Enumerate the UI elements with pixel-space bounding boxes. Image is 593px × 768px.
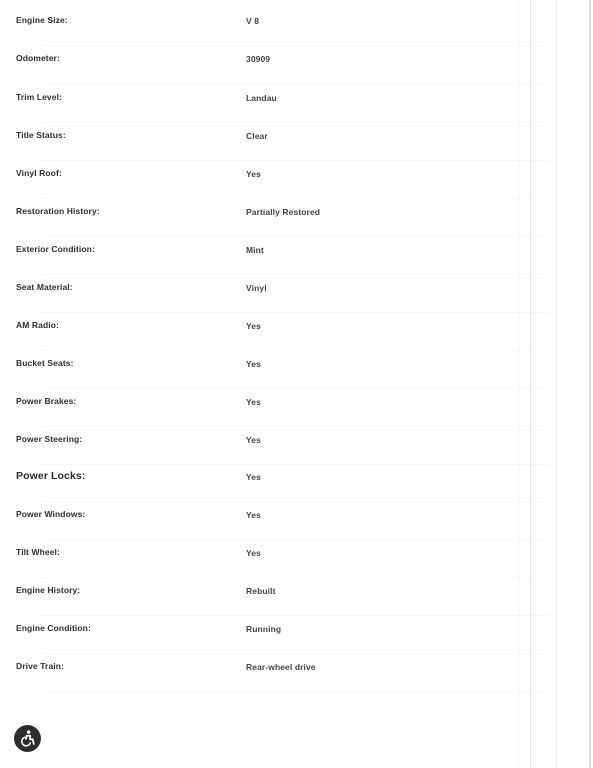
spec-label: Trim Level: [16,92,62,102]
spec-label: Exterior Condition: [16,244,95,254]
accessibility-button[interactable] [14,725,41,752]
spec-row-tilt-wheel [0,547,560,567]
spec-row-am-radio [0,320,560,340]
spec-value: Yes [246,359,261,369]
spec-row-drive-train [0,661,560,681]
spec-value: Landau [246,93,277,103]
spec-label: Vinyl Roof: [16,168,62,178]
spec-value: Partially Restored [246,207,321,217]
spec-value: Clear [246,131,268,141]
spec-row-power-brakes [0,396,560,416]
spec-value: Rear-wheel drive [246,662,316,672]
spec-value: Yes [246,435,261,445]
spec-row-restoration-history [0,206,560,226]
spec-value: Yes [246,472,261,482]
spec-label: Engine Size: [16,15,68,25]
spec-row-title-status [0,130,560,150]
spec-label: Title Status: [16,130,66,140]
spec-label: Power Brakes: [16,396,77,406]
spec-row-engine-size [0,15,560,35]
spec-row-trim-level [0,92,560,112]
spec-value: Yes [246,397,261,407]
spec-label: Engine Condition: [16,623,91,633]
spec-label: Power Steering: [16,434,83,444]
spec-value: Yes [246,548,261,558]
spec-label: Odometer: [16,53,60,63]
spec-value: Vinyl [246,283,267,293]
spec-label: AM Radio: [16,320,59,330]
spec-label: Bucket Seats: [16,358,74,368]
spec-value: 30909 [246,54,271,64]
spec-row-vinyl-roof [0,168,560,188]
scan-artifact-line [556,0,557,768]
spec-row-power-windows [0,509,560,529]
spec-value: Mint [246,245,264,255]
spec-label: Tilt Wheel: [16,547,60,557]
spec-value: Yes [246,510,261,520]
spec-row-engine-history [0,585,560,605]
spec-row-bucket-seats [0,358,560,378]
spec-row-power-steering [0,434,560,454]
spec-row-odometer [0,53,560,73]
scan-artifact-line [589,0,591,768]
spec-row-engine-condition [0,623,560,643]
spec-label: Engine History: [16,585,81,595]
spec-value: Rebuilt [246,586,276,596]
spec-row-seat-material [0,282,560,302]
spec-value: Yes [246,169,261,179]
spec-label: Power Windows: [16,509,86,519]
spec-label: Restoration History: [16,206,100,216]
spec-value: Running [246,624,282,634]
spec-row-exterior-condition [0,244,560,264]
spec-label: Drive Train: [16,661,64,671]
spec-label: Seat Material: [16,282,73,292]
accessibility-icon [18,729,37,748]
spec-value: Yes [246,321,261,331]
spec-label: Power Locks: [16,470,86,482]
spec-row-power-locks [0,471,560,491]
spec-value: V 8 [246,16,260,26]
